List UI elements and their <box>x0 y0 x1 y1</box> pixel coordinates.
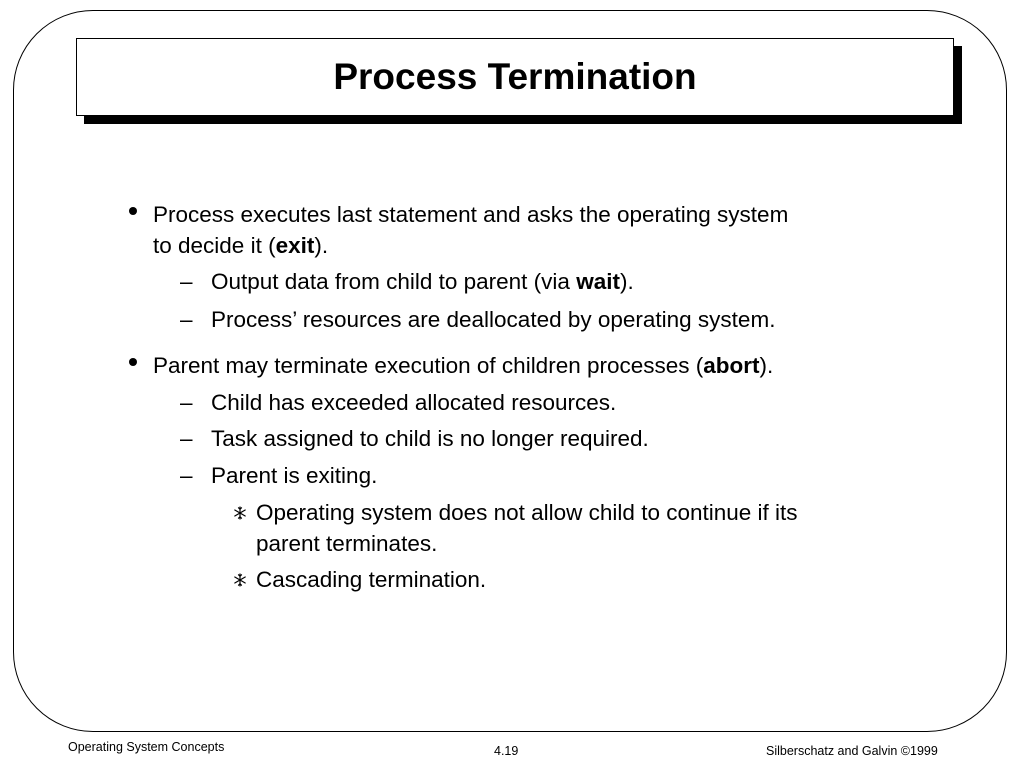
dash-1: – <box>180 269 193 294</box>
dash-5: – <box>180 463 193 488</box>
footer-left: Operating System Concepts <box>68 740 225 754</box>
dash-3: – <box>180 390 193 415</box>
bullet-1-dot <box>129 207 137 215</box>
subitem-exceeded: Child has exceeded allocated resources. <box>211 390 617 415</box>
footer-right: Silberschatz and Galvin ©1999 <box>766 744 938 758</box>
subsubitem-cascading: Cascading termination. <box>256 567 487 592</box>
bullet-2-line: Parent may terminate execution of children processes (abort). <box>153 353 774 378</box>
dash-2: – <box>180 307 193 332</box>
snowflake-icon <box>233 506 247 520</box>
subitem-output-data: Output data from child to parent (via wait). <box>211 269 634 294</box>
keyword-exit: exit <box>275 233 315 258</box>
bullet-1-line1: Process executes last statement and asks the operating system <box>153 202 789 227</box>
subsubitem-no-continue-line1: Operating system does not allow child to continue if its <box>256 500 798 525</box>
subitem-parent-exiting: Parent is exiting. <box>211 463 378 488</box>
keyword-abort: abort <box>703 353 760 378</box>
subsubitem-no-continue-line2: parent terminates. <box>256 531 438 556</box>
subitem-not-required: Task assigned to child is no longer required. <box>211 426 649 451</box>
dash-4: – <box>180 426 193 451</box>
footer-page-number: 4.19 <box>494 744 519 758</box>
slide-title: Process Termination <box>333 56 697 97</box>
subitem-resources: Process’ resources are deallocated by operating system. <box>211 307 776 332</box>
bullet-1-line2: to decide it (exit). <box>153 233 329 258</box>
bullet-2-dot <box>129 358 137 366</box>
keyword-wait: wait <box>576 269 620 294</box>
copyright-icon: © <box>900 744 911 758</box>
snowflake-icon <box>233 573 247 587</box>
